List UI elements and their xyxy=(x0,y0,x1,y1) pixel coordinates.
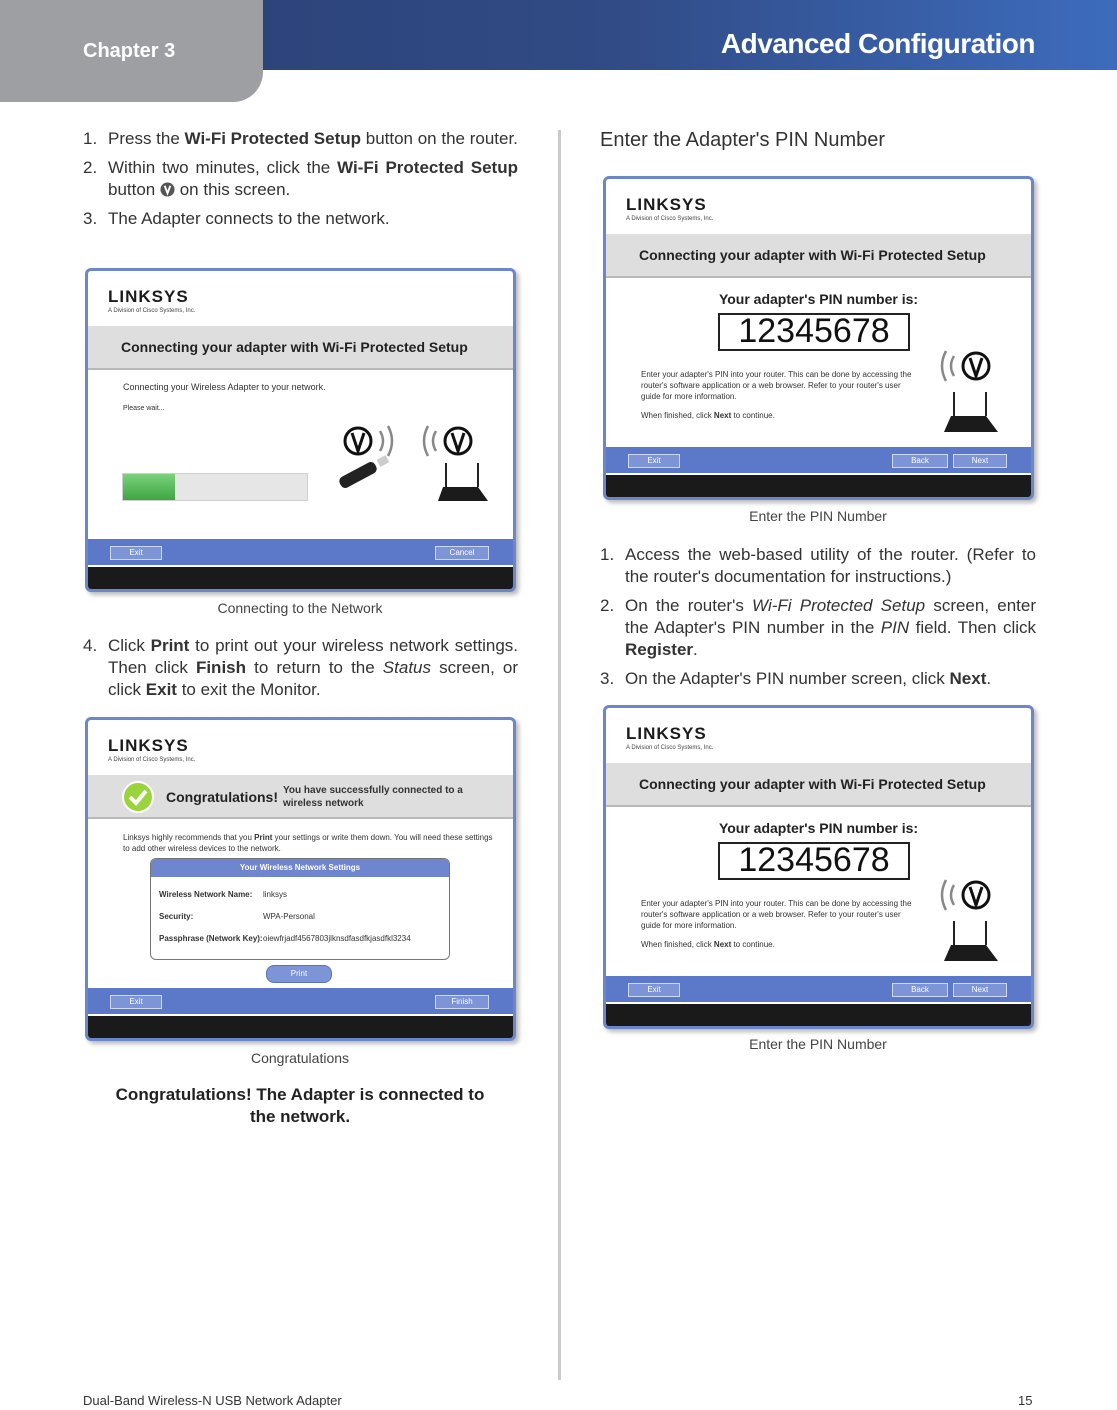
window-header-band: Connecting your adapter with Wi-Fi Protected Setup xyxy=(606,234,1031,278)
pin-number: 12345678 xyxy=(718,842,910,880)
caption-congratulations: Congratulations xyxy=(250,1050,350,1066)
screenshot-congratulations xyxy=(85,717,516,1041)
back-button[interactable]: Back xyxy=(892,454,948,468)
caption-pin-a: Enter the PIN Number xyxy=(749,508,887,524)
exit-button[interactable]: Exit xyxy=(110,995,162,1009)
window-bottom-bar xyxy=(88,1016,513,1038)
screenshot-connecting: LINKSYS A Division of Cisco Systems, Inc. Connecting your adapter with Wi-Fi Protected Setup Connecting your Wireless Adapter to your network. Please wait... Exit Cancel xyxy=(85,268,516,592)
page-title: Advanced Configuration xyxy=(720,28,1035,59)
linksys-logo: LINKSYS A Division of Cisco Systems, Inc. xyxy=(626,195,714,222)
next-button[interactable]: Next xyxy=(953,454,1007,468)
exit-button[interactable]: Exit xyxy=(628,454,680,468)
network-settings-panel: Your Wireless Network Settings Wireless Network Name: linksys Security: WPA-Personal Passphrase (Network Key): oiewfrjadf4567803jlknsdfasdfkjasdfkl3234 xyxy=(150,858,450,960)
finish-instruction: When finished, click Next to continue. xyxy=(641,411,775,420)
print-button[interactable]: Print xyxy=(266,965,332,983)
caption-connecting: Connecting to the Network xyxy=(217,600,383,616)
finish-button[interactable]: Finish xyxy=(435,995,489,1009)
chapter-label: Chapter 3 xyxy=(83,40,176,62)
list-item: 4. Click Print to print out your wireless network settings. Then click Finish to return to the Status screen, or click Exit to exit the Monitor. xyxy=(83,636,519,699)
page-number: 15 xyxy=(1018,1393,1033,1408)
linksys-logo: LINKSYS A Division of Cisco Systems, Inc. xyxy=(626,724,714,751)
exit-button[interactable]: Exit xyxy=(628,983,680,997)
linksys-logo: LINKSYS A Division of Cisco Systems, Inc. xyxy=(108,287,196,314)
chapter-tab xyxy=(0,0,263,102)
caption-pin-b: Enter the PIN Number xyxy=(749,1036,887,1052)
router-wps-icon xyxy=(926,344,1006,436)
list-item: 3. The Adapter connects to the network. xyxy=(83,209,390,228)
list-item: 1. Press the Wi-Fi Protected Setup button on the router. xyxy=(83,129,518,148)
pin-instructions: Enter your adapter's PIN into your router. This can be done by accessing the router's software application or a web browser. Refer to your router's user guide for more information. xyxy=(641,370,912,401)
exit-button[interactable]: Exit xyxy=(110,546,162,560)
progress-bar xyxy=(122,473,308,501)
wps-icon xyxy=(160,182,175,197)
pin-label: Your adapter's PIN number is: xyxy=(718,291,919,307)
screenshot-pin-b xyxy=(603,705,1034,1029)
usb-router-wps-icon xyxy=(328,411,503,506)
steps-list-b xyxy=(83,635,518,708)
back-button[interactable]: Back xyxy=(892,983,948,997)
finish-instruction: When finished, click Next to continue. xyxy=(641,940,775,949)
steps-list-c xyxy=(600,544,1036,697)
pin-number: 12345678 xyxy=(718,313,910,351)
column-divider xyxy=(558,130,561,1380)
window-header-band: Connecting your adapter with Wi-Fi Protected Setup xyxy=(88,326,513,370)
router-wps-icon xyxy=(926,873,1006,965)
window-bottom-bar xyxy=(606,475,1031,497)
window-bottom-bar xyxy=(606,1004,1031,1026)
pin-instructions: Enter your adapter's PIN into your router. This can be done by accessing the router's software application or a web browser. Refer to your router's user guide for more information. xyxy=(641,899,912,930)
list-item: 3. On the Adapter's PIN number screen, click Next. xyxy=(600,669,992,688)
next-button[interactable]: Next xyxy=(953,983,1007,997)
final-note: Congratulations! The Adapter is connected to the network. xyxy=(115,1085,485,1126)
list-item: 2. Within two minutes, click the Wi-Fi Protected Setup button on this screen. xyxy=(83,158,518,199)
cancel-button[interactable]: Cancel xyxy=(435,546,489,560)
window-header-band: Connecting your adapter with Wi-Fi Protected Setup xyxy=(606,763,1031,807)
window-header-band: Congratulations! You have successfully connected to a wireless network xyxy=(88,775,513,819)
check-icon xyxy=(122,781,154,813)
recommendation-text: Linksys highly recommends that you Print your settings or write them down. You will need these settings to add other wireless devices to the network. xyxy=(123,833,493,853)
list-item: 2. On the router's Wi-Fi Protected Setup screen, enter the Adapter's PIN number in the PIN field. Then click Register. xyxy=(600,596,1037,659)
steps-list-a xyxy=(83,128,518,237)
linksys-logo: LINKSYS A Division of Cisco Systems, Inc. xyxy=(108,736,196,763)
list-item: 1. Access the web-based utility of the router. (Refer to the router's documentation for instructions.) xyxy=(600,545,1036,586)
screenshot-pin-a xyxy=(603,176,1034,500)
window-bottom-bar xyxy=(88,567,513,589)
footer-product: Dual-Band Wireless-N USB Network Adapter xyxy=(83,1393,342,1408)
pin-label: Your adapter's PIN number is: xyxy=(718,820,919,836)
section-title: Enter the Adapter's PIN Number xyxy=(600,129,886,151)
progress-fill xyxy=(123,474,175,500)
